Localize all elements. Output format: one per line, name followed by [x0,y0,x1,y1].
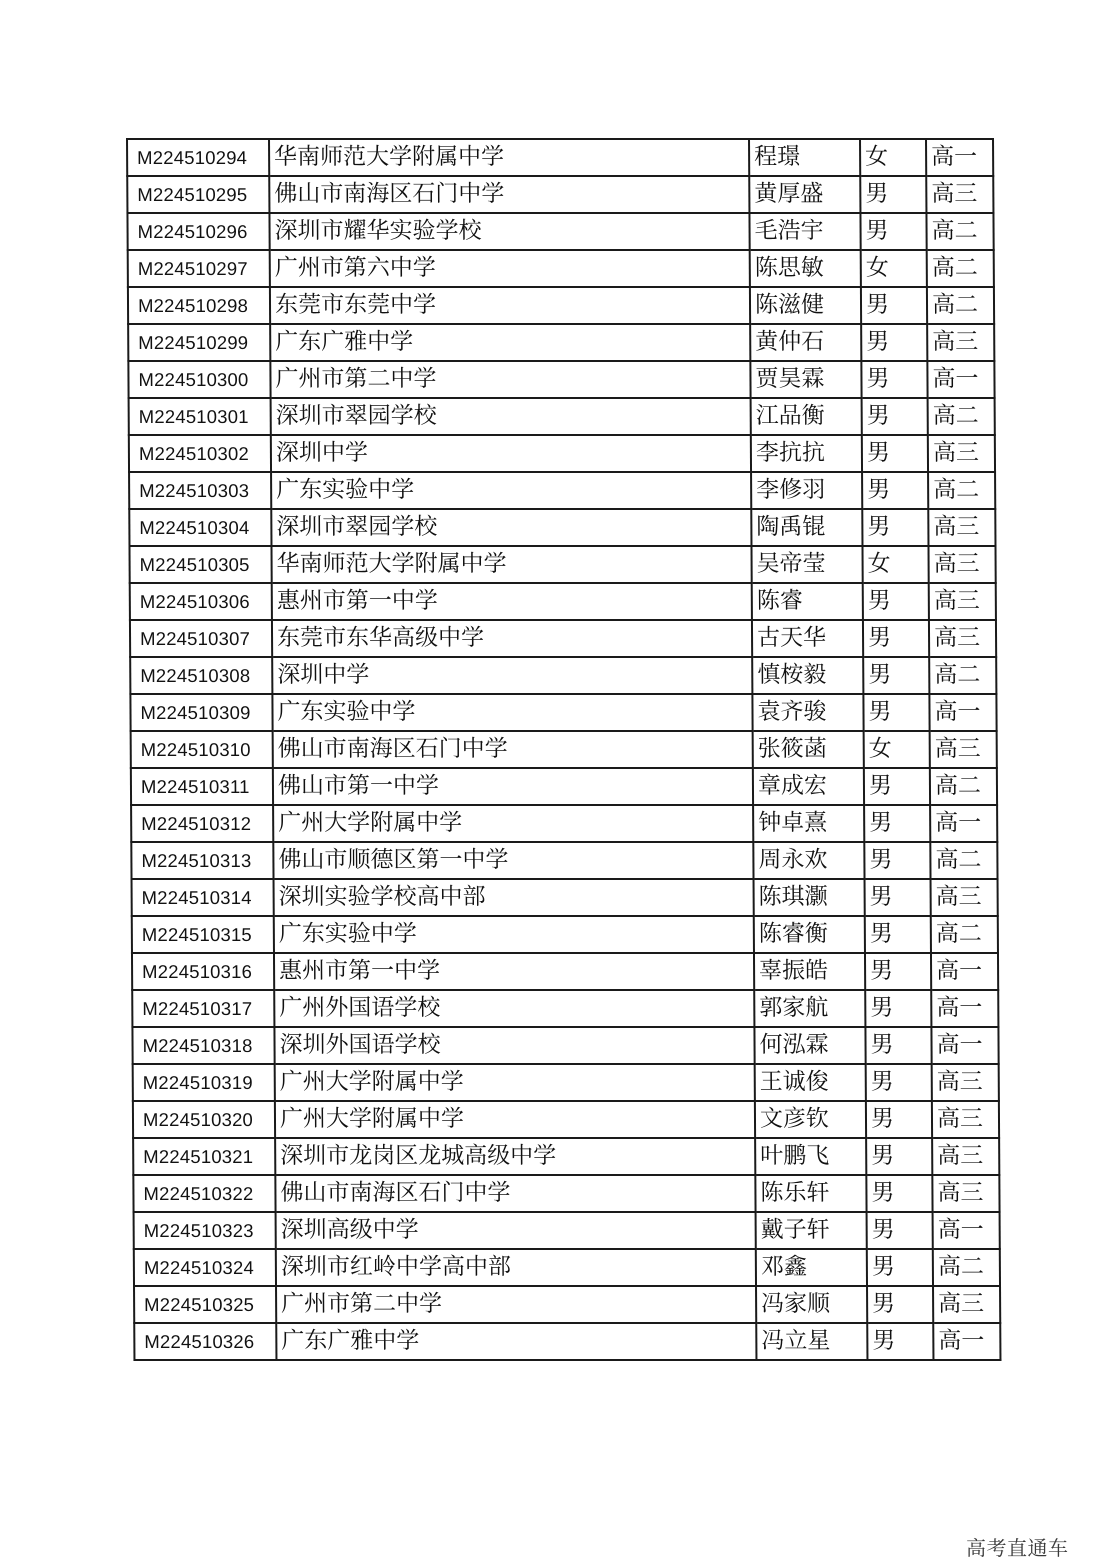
grade-cell: 高二 [928,398,995,435]
registration-id-cell: M224510311 [131,768,273,805]
watermark-text: 高考直通车 [966,1536,1069,1560]
gender-cell: 男 [865,990,931,1027]
school-cell: 佛山市第一中学 [273,768,753,805]
student-list-table [126,138,1001,1361]
registration-id-cell: M224510318 [132,1027,274,1064]
table-row [132,916,998,953]
gender-cell: 男 [867,1249,933,1286]
registration-id-cell: M224510313 [131,842,273,879]
school-cell: 华南师范大学附属中学 [271,546,751,583]
registration-id-cell: M224510325 [134,1286,276,1323]
registration-id-cell: M224510321 [133,1138,275,1175]
registration-id-cell: M224510300 [128,361,270,398]
registration-id-cell: M224510324 [134,1249,276,1286]
student-name-cell: 何泓霖 [754,1027,865,1064]
grade-cell: 高二 [926,213,993,250]
table-row [131,805,997,842]
table-row [134,1323,1000,1360]
student-name-cell: 冯立星 [756,1323,867,1360]
student-name-cell: 慎桉毅 [752,657,863,694]
registration-id-cell: M224510315 [132,916,274,953]
school-cell: 深圳市红岭中学高中部 [276,1249,756,1286]
gender-cell: 男 [864,842,930,879]
table-row [131,768,997,805]
school-cell: 惠州市第一中学 [274,953,754,990]
grade-cell: 高三 [926,176,993,213]
student-name-cell: 李修羽 [751,472,862,509]
school-cell: 深圳中学 [272,657,752,694]
student-name-cell: 古天华 [752,620,863,657]
registration-id-cell: M224510294 [127,139,269,176]
school-cell: 深圳中学 [271,435,751,472]
registration-id-cell: M224510310 [131,731,273,768]
gender-cell: 男 [864,805,930,842]
registration-id-cell: M224510309 [130,694,272,731]
school-cell: 佛山市南海区石门中学 [275,1175,755,1212]
table-row [134,1286,1000,1323]
table-row [132,1027,998,1064]
table-row [128,324,994,361]
table-row [133,1064,999,1101]
student-name-cell: 陈乐轩 [755,1175,866,1212]
registration-id-cell: M224510316 [132,953,274,990]
student-name-cell: 章成宏 [753,768,864,805]
student-list-body [127,139,1000,1360]
student-name-cell: 钟卓熹 [753,805,864,842]
student-name-cell: 黄厚盛 [749,176,860,213]
grade-cell: 高三 [928,509,995,546]
grade-cell: 高三 [932,1175,999,1212]
table-row [129,435,995,472]
student-name-cell: 冯家顺 [756,1286,867,1323]
registration-id-cell: M224510306 [130,583,272,620]
student-name-cell: 叶鹏飞 [755,1138,866,1175]
school-cell: 深圳实验学校高中部 [274,879,754,916]
table-row [128,250,994,287]
table-row [133,1101,999,1138]
gender-cell: 男 [867,1286,933,1323]
gender-cell: 女 [860,139,926,176]
table-row [132,879,998,916]
gender-cell: 男 [866,1064,932,1101]
school-cell: 华南师范大学附属中学 [269,139,749,176]
gender-cell: 男 [860,176,926,213]
school-cell: 深圳外国语学校 [274,1027,754,1064]
registration-id-cell: M224510307 [130,620,272,657]
grade-cell: 高二 [929,657,996,694]
gender-cell: 男 [862,472,928,509]
school-cell: 佛山市南海区石门中学 [269,176,749,213]
student-name-cell: 黄仲石 [750,324,861,361]
student-name-cell: 周永欢 [753,842,864,879]
registration-id-cell: M224510320 [133,1101,275,1138]
school-cell: 广州市第二中学 [270,361,750,398]
school-cell: 惠州市第一中学 [272,583,752,620]
grade-cell: 高一 [926,139,993,176]
grade-cell: 高三 [927,324,994,361]
table-row [129,472,995,509]
grade-cell: 高三 [932,1138,999,1175]
student-name-cell: 张筱菡 [753,731,864,768]
student-name-cell: 郭家航 [754,990,865,1027]
table-row [133,1138,999,1175]
student-name-cell: 文彦钦 [755,1101,866,1138]
table-row [129,398,995,435]
gender-cell: 男 [863,583,929,620]
school-cell: 佛山市顺德区第一中学 [273,842,753,879]
grade-cell: 高三 [930,731,997,768]
table-row [132,953,998,990]
registration-id-cell: M224510308 [130,657,272,694]
grade-cell: 高二 [927,287,994,324]
registration-id-cell: M224510302 [129,435,271,472]
student-name-cell: 陈睿 [752,583,863,620]
school-cell: 东莞市东华高级中学 [272,620,752,657]
school-cell: 深圳市翠园学校 [271,509,751,546]
registration-id-cell: M224510314 [132,879,274,916]
grade-cell: 高一 [927,361,994,398]
grade-cell: 高三 [932,1064,999,1101]
registration-id-cell: M224510295 [127,176,269,213]
student-name-cell: 陈思敏 [750,250,861,287]
grade-cell: 高一 [930,805,997,842]
grade-cell: 高一 [929,694,996,731]
table-row [127,176,993,213]
grade-cell: 高二 [928,472,995,509]
table-row [129,546,995,583]
table-row [134,1212,1000,1249]
school-cell: 广东实验中学 [271,472,751,509]
school-cell: 广州大学附属中学 [275,1101,755,1138]
school-cell: 广州大学附属中学 [273,805,753,842]
table-row [127,139,993,176]
grade-cell: 高一 [931,990,998,1027]
registration-id-cell: M224510319 [133,1064,275,1101]
registration-id-cell: M224510297 [128,250,270,287]
school-cell: 佛山市南海区石门中学 [273,731,753,768]
registration-id-cell: M224510296 [127,213,269,250]
student-name-cell: 陈睿衡 [754,916,865,953]
table-row [133,1175,999,1212]
gender-cell: 男 [863,694,929,731]
grade-cell: 高二 [931,916,998,953]
student-name-cell: 陶禹锟 [751,509,862,546]
gender-cell: 男 [862,435,928,472]
student-name-cell: 李抗抗 [751,435,862,472]
gender-cell: 男 [865,1027,931,1064]
school-cell: 深圳市龙岗区龙城高级中学 [275,1138,755,1175]
table-row [129,509,995,546]
gender-cell: 男 [864,768,930,805]
registration-id-cell: M224510326 [134,1323,276,1360]
table-row [130,694,996,731]
school-cell: 广州市第六中学 [270,250,750,287]
student-name-cell: 吴帝莹 [751,546,862,583]
student-name-cell: 戴子轩 [756,1212,867,1249]
student-name-cell: 贾昊霖 [750,361,861,398]
registration-id-cell: M224510305 [129,546,271,583]
grade-cell: 高三 [929,620,996,657]
grade-cell: 高二 [930,768,997,805]
school-cell: 广东广雅中学 [276,1323,756,1360]
school-cell: 广州外国语学校 [274,990,754,1027]
grade-cell: 高三 [932,1101,999,1138]
gender-cell: 男 [863,620,929,657]
gender-cell: 男 [862,398,928,435]
table-row [130,583,996,620]
student-name-cell: 袁齐骏 [752,694,863,731]
school-cell: 深圳高级中学 [276,1212,756,1249]
grade-cell: 高一 [931,1027,998,1064]
student-name-cell: 毛浩宇 [749,213,860,250]
grade-cell: 高一 [933,1323,1000,1360]
gender-cell: 男 [865,916,931,953]
gender-cell: 男 [866,1175,932,1212]
table-row [131,731,997,768]
grade-cell: 高一 [931,953,998,990]
grade-cell: 高三 [933,1286,1000,1323]
school-cell: 广州市第二中学 [276,1286,756,1323]
grade-cell: 高二 [930,842,997,879]
gender-cell: 女 [862,546,928,583]
gender-cell: 男 [866,1138,932,1175]
registration-id-cell: M224510303 [129,472,271,509]
student-name-cell: 王诚俊 [755,1064,866,1101]
table-row [128,287,994,324]
student-name-cell: 邓鑫 [756,1249,867,1286]
student-name-cell: 陈琪灏 [754,879,865,916]
gender-cell: 男 [860,213,926,250]
grade-cell: 高三 [928,546,995,583]
gender-cell: 男 [863,657,929,694]
registration-id-cell: M224510322 [133,1175,275,1212]
gender-cell: 女 [864,731,930,768]
grade-cell: 高二 [933,1249,1000,1286]
grade-cell: 高三 [929,583,996,620]
gender-cell: 男 [867,1323,933,1360]
student-name-cell: 程璟 [749,139,860,176]
student-name-cell: 辜振皓 [754,953,865,990]
grade-cell: 高三 [931,879,998,916]
school-cell: 深圳市翠园学校 [271,398,751,435]
student-name-cell: 陈滋健 [750,287,861,324]
gender-cell: 男 [861,361,927,398]
gender-cell: 男 [865,879,931,916]
registration-id-cell: M224510301 [129,398,271,435]
registration-id-cell: M224510317 [132,990,274,1027]
registration-id-cell: M224510299 [128,324,270,361]
school-cell: 广东实验中学 [272,694,752,731]
gender-cell: 男 [861,287,927,324]
gender-cell: 男 [862,509,928,546]
table-row [127,213,993,250]
school-cell: 东莞市东莞中学 [270,287,750,324]
school-cell: 深圳市耀华实验学校 [269,213,749,250]
gender-cell: 男 [861,324,927,361]
table-row [131,842,997,879]
gender-cell: 男 [865,953,931,990]
table-row [130,657,996,694]
gender-cell: 男 [866,1101,932,1138]
registration-id-cell: M224510312 [131,805,273,842]
school-cell: 广东广雅中学 [270,324,750,361]
table-row [134,1249,1000,1286]
school-cell: 广东实验中学 [274,916,754,953]
registration-id-cell: M224510323 [134,1212,276,1249]
grade-cell: 高三 [928,435,995,472]
school-cell: 广州大学附属中学 [275,1064,755,1101]
registration-id-cell: M224510298 [128,287,270,324]
gender-cell: 男 [867,1212,933,1249]
table-row [128,361,994,398]
student-name-cell: 江品衡 [751,398,862,435]
registration-id-cell: M224510304 [129,509,271,546]
table-row [130,620,996,657]
grade-cell: 高二 [927,250,994,287]
gender-cell: 女 [861,250,927,287]
table-row [132,990,998,1027]
grade-cell: 高一 [933,1212,1000,1249]
